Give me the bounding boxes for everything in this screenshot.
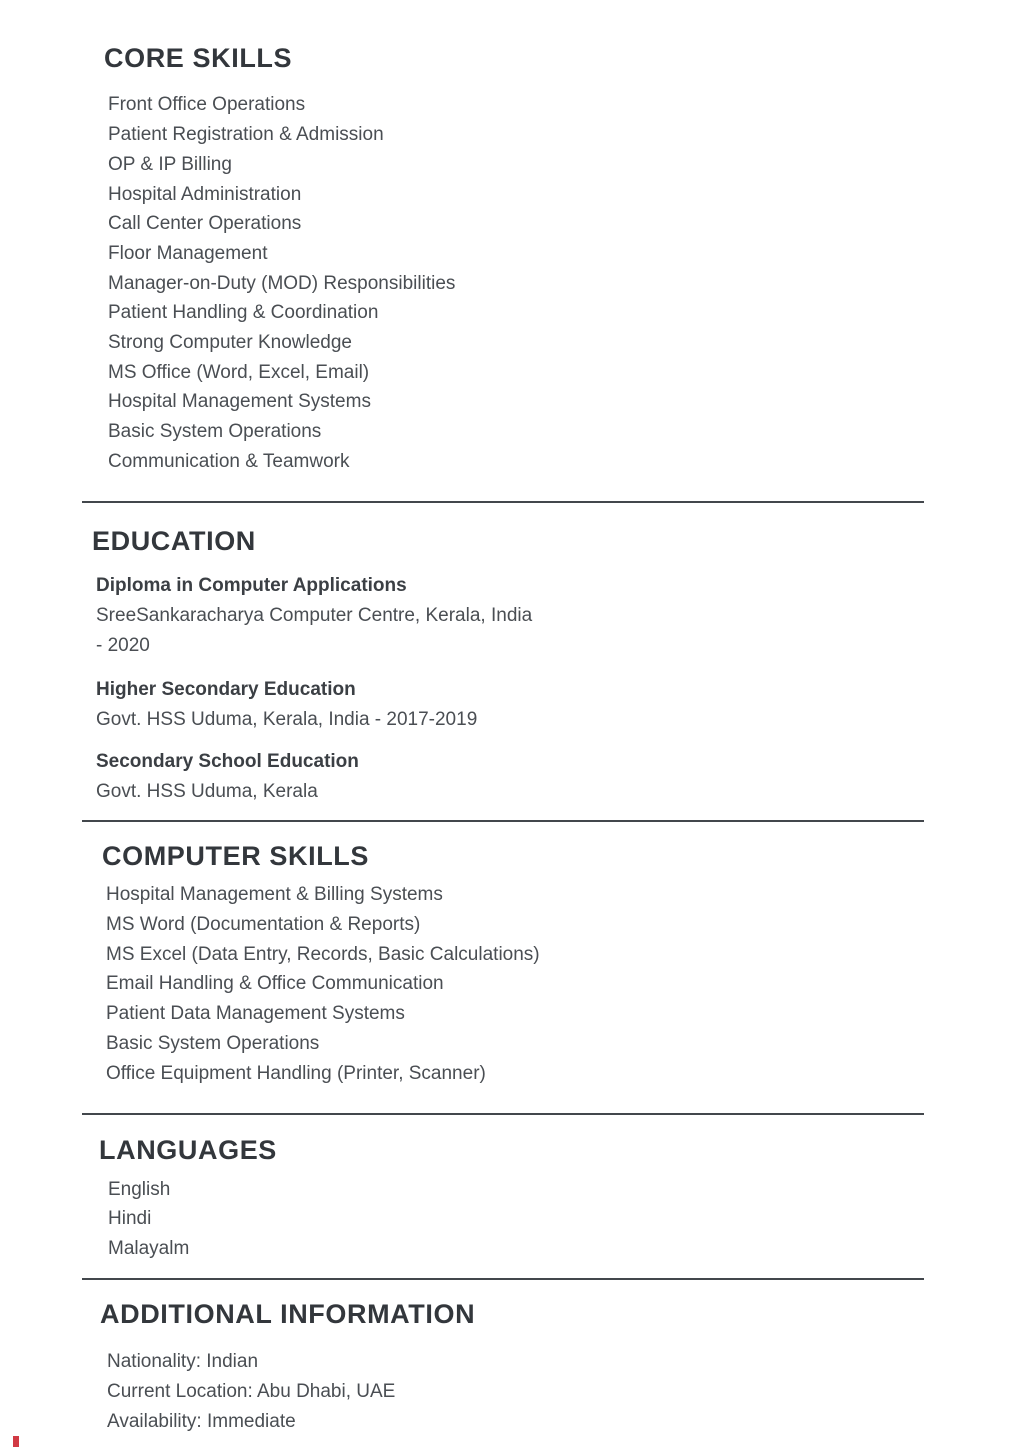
skill-item: Front Office Operations — [108, 94, 306, 116]
degree-title: Higher Secondary Education — [96, 678, 356, 700]
degree-detail: Govt. HSS Uduma, Kerala — [96, 780, 318, 802]
skill-item: Patient Handling & Coordination — [108, 302, 379, 324]
info-item: Current Location: Abu Dhabi, UAE — [107, 1380, 396, 1402]
computer-skills-list — [102, 880, 1024, 1088]
info-item: Availability: Immediate — [107, 1410, 296, 1432]
education-entry — [92, 747, 1024, 807]
skill-item: MS Office (Word, Excel, Email) — [108, 361, 370, 383]
info-item: Nationality: Indian — [107, 1351, 259, 1373]
skill-item: Basic System Operations — [108, 421, 322, 443]
section-computer-skills — [0, 840, 1024, 1088]
skill-item: Manager-on-Duty (MOD) Responsibilities — [108, 272, 456, 294]
degree-detail: SreeSankaracharya Computer Centre, Kerala, India — [96, 604, 533, 626]
skill-item: Patient Registration & Admission — [108, 124, 384, 146]
degree-detail: Govt. HSS Uduma, Kerala, India - 2017-2019 — [96, 708, 478, 730]
core-skills-list — [104, 90, 1024, 476]
section-languages — [0, 1134, 1024, 1264]
skill-item: Hospital Management Systems — [108, 391, 371, 413]
skill-item: Email Handling & Office Communication — [106, 973, 444, 995]
degree-title: Secondary School Education — [96, 750, 359, 772]
language-item: Hindi — [108, 1208, 152, 1230]
section-additional-information — [0, 1298, 1024, 1437]
section-title-computer-skills: COMPUTER SKILLS — [102, 840, 370, 871]
education-entry — [92, 675, 1024, 735]
section-core-skills — [0, 0, 1024, 477]
additional-information-list — [100, 1347, 1024, 1436]
section-title-languages: LANGUAGES — [99, 1135, 277, 1166]
section-title-education: EDUCATION — [92, 525, 256, 556]
section-divider — [82, 1113, 924, 1115]
language-item: English — [108, 1178, 171, 1200]
language-item: Malayalm — [108, 1238, 190, 1260]
skill-item: Patient Data Management Systems — [106, 1003, 405, 1025]
degree-title: Diploma in Computer Applications — [96, 574, 407, 596]
section-divider — [82, 1278, 924, 1280]
degree-detail: - 2020 — [96, 634, 150, 656]
section-divider — [82, 501, 924, 503]
section-education — [0, 525, 1024, 807]
education-entry — [92, 571, 1024, 661]
skill-item: Hospital Administration — [108, 183, 302, 205]
skill-item: Communication & Teamwork — [108, 450, 350, 472]
section-divider — [82, 820, 924, 822]
section-title-core-skills: CORE SKILLS — [104, 43, 293, 73]
section-title-additional-information: ADDITIONAL INFORMATION — [100, 1298, 476, 1329]
skill-item: Office Equipment Handling (Printer, Scanner) — [106, 1062, 486, 1084]
skill-item: Hospital Management & Billing Systems — [106, 884, 443, 906]
skill-item: Basic System Operations — [106, 1032, 320, 1054]
skill-item: Strong Computer Knowledge — [108, 332, 352, 354]
page-break-accent — [13, 1436, 19, 1447]
skill-item: OP & IP Billing — [108, 153, 232, 175]
skill-item: MS Excel (Data Entry, Records, Basic Calculations) — [106, 943, 540, 965]
skill-item: MS Word (Documentation & Reports) — [106, 914, 421, 936]
languages-list — [99, 1175, 1024, 1264]
skill-item: Floor Management — [108, 242, 268, 264]
skill-item: Call Center Operations — [108, 213, 302, 235]
